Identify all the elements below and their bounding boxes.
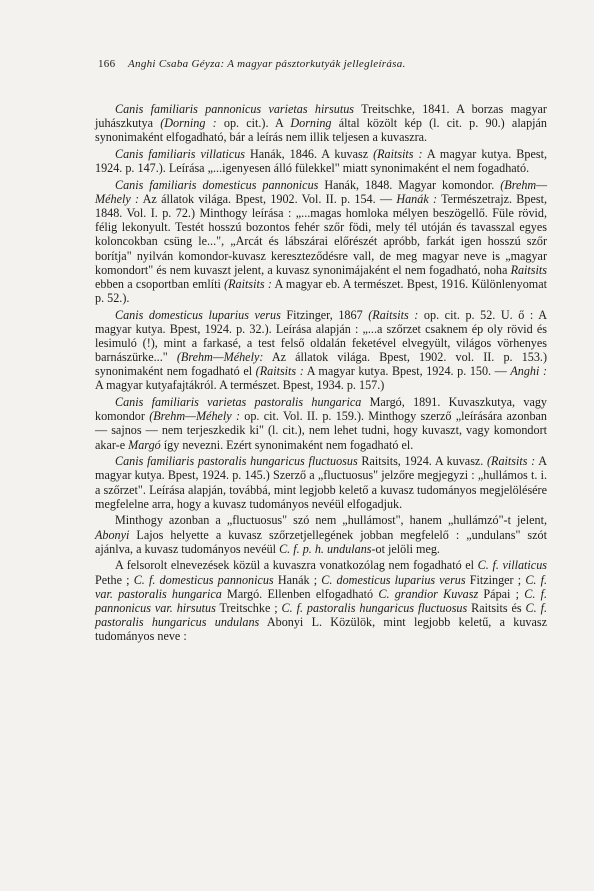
italic-text: Canis familiaris varietas pastoralis hungarica xyxy=(115,395,362,410)
italic-text: Margó xyxy=(128,437,161,452)
italic-text: C. domesticus luparius verus xyxy=(321,572,466,587)
text-run: Hanák, 1846. A kuvasz xyxy=(245,146,374,161)
italic-text: C. f. p. h. undulans xyxy=(279,541,372,556)
italic-text: C. f. var. pastoralis hungarica xyxy=(95,572,548,601)
text-run: Fitzinger ; xyxy=(465,572,526,587)
paragraph xyxy=(95,308,547,393)
italic-text: (Dorning : xyxy=(160,116,217,131)
italic-text: (Raitsits : xyxy=(255,364,304,379)
text-run: A felsorolt elnevezések közül a kuvaszra vonatkozólag nem fogadható el xyxy=(115,558,478,573)
italic-text: (Brehm—Méhely : xyxy=(149,409,240,424)
text-run: ebben a csoportban említi xyxy=(95,276,225,291)
text-run: Hanák, 1848. Magyar komondor. xyxy=(318,177,501,192)
italic-text: C. f. domesticus pannonicus xyxy=(133,572,274,587)
italic-text: Raitsits xyxy=(510,262,547,277)
text-run: Pethe ; xyxy=(95,572,134,587)
text-run: Hanák ; xyxy=(273,572,322,587)
text-run: Treitschke, 1841. A borzas magyar juhászkutya xyxy=(95,102,547,131)
body-text xyxy=(95,102,547,643)
paragraph xyxy=(95,513,547,555)
text-run: Az állatok világa. Bpest, 1902. vol. II. p. 153.) synonimaként nem fogadható el xyxy=(95,350,547,379)
text-run: A magyar kutya. Bpest, 1924. p. 150. — xyxy=(303,364,511,379)
text-run: Pápai ; xyxy=(478,586,525,601)
paragraph xyxy=(95,454,547,511)
text-run: A magyar kutyafajtákról. A természet. Bpest, 1934. p. 157.) xyxy=(95,378,385,393)
italic-text: C. f. villaticus xyxy=(477,558,547,573)
text-run: op. cit. p. 52. U. ő : A magyar kutya. Bpest, 1924. p. 32.). Leírása alapján : „...a szőrzet csaknem ép oly rövid és lesimuló (!), mint a farkasé, a test felső oldalán feketével elvegyült, világos vörhenyes barnászürke..." xyxy=(95,307,547,365)
paragraph xyxy=(95,395,547,452)
text-run: Természetrajz. Bpest, 1848. Vol. I. p. 72.) Minthogy leírása : „...magas homloka mélyen beszögellő. Füle rövid, félig lekonyult. Testét hosszú bozontos fehér szőr födi, mely tél utóján és tavasszal egyes koloncokban csüng le...", „Arcát és lábszárai előrészét apróbb, farkát igen hosszú szőr borítja" nyilván komondor-kuvasz kereszteződésre vall, de meg magyar neve is „magyar komondort" és nem kuvaszt jelent, a kuvasz synonimájaként el nem fogadható, noha xyxy=(95,191,547,277)
text-run: Raitsits, 1924. A kuvasz. xyxy=(357,454,488,469)
italic-text: Canis domesticus luparius verus xyxy=(115,307,281,322)
text-run: -ot jelöli meg. xyxy=(371,541,440,556)
text-run: Raitsits és xyxy=(467,600,526,615)
paragraph xyxy=(95,178,547,305)
paragraph xyxy=(95,147,547,175)
text-run: A magyar eb. A természet. Bpest, 1916. Különlenyomat p. 52.). xyxy=(95,276,547,306)
text-run: Margó, 1891. Kuvaszkutya, vagy komondor xyxy=(95,395,547,424)
italic-text: (Raitsits : xyxy=(224,276,272,291)
text-run: Minthogy azonban a „fluctuosus" szó nem „hullámost", hanem „hullámzó"-t jelent, xyxy=(115,513,547,528)
text-run: op. cit. Vol. II. p. 159.). Minthogy szerző „leírására azonban — sajnos — nem terjeszkedik ki" (l. cit.), nem lehet tudni, hogy kuvaszt, vagy komondort akar-e xyxy=(95,409,547,452)
italic-text: Dorning xyxy=(290,116,332,131)
text-run: Treitschke ; xyxy=(215,600,282,615)
italic-text: Canis familiaris pannonicus varietas hirsutus xyxy=(115,102,354,116)
text-run: Abonyi L. Közülök, mint legjobb keletű, a kuvasz tudományos neve : xyxy=(95,614,547,644)
text-run: A magyar kutya. Bpest, 1924. p. 147.). Leírása „...igenyesen álló fülekkel" miatt synonimaként el nem fogadható. xyxy=(95,146,547,176)
paragraph xyxy=(95,558,547,643)
text-run: op. cit.). A xyxy=(216,116,291,131)
text-run: Lajos helyette a kuvasz szőrzetjellegének jobban megfelelő : „undulans" szót ajánlva, a kuvasz tudományos nevéül xyxy=(95,527,547,556)
text-run: által közölt kép (l. cit. p. 90.) alapján synonimaként elfogadható, bár a leírás nem illik teljesen a kuvaszra. xyxy=(95,116,547,145)
italic-text: Anghi : xyxy=(510,364,548,379)
italic-text: Canis familiaris villaticus xyxy=(115,146,246,161)
italic-text: C. grandior Kuvasz xyxy=(378,586,479,601)
running-title: Anghi Csaba Géyza: A magyar pásztorkutyák jellegleírása. xyxy=(128,58,406,70)
italic-text: (Brehm—Méhely: xyxy=(176,350,264,365)
italic-text: (Raitsits : xyxy=(368,307,419,322)
paragraph xyxy=(95,102,547,144)
text-run: Fitzinger, 1867 xyxy=(280,307,369,322)
italic-text: (Raitsits : xyxy=(373,146,423,161)
italic-text: Hanák : xyxy=(396,191,438,206)
italic-text: C. f. pastoralis hungaricus fluctuosus xyxy=(281,600,468,615)
italic-text: (Brehm—Méhely : xyxy=(95,177,547,206)
italic-text: C. f. pannonicus var. hirsutus xyxy=(95,586,548,615)
italic-text: C. f. pastoralis hungaricus undulans xyxy=(95,600,547,629)
text-run: A magyar kutya. Bpest, 1924. p. 145.) Szerző a „fluctuosus" jelzőre megjegyzi : „hullámos t. i. a szőrzet". Leírása alapján, továbbá, mint legjobb kelető a kuvasz tudományos megjelölésére megfelelne arra, hogy a kuvasz tudományos nevéül elfogadjuk. xyxy=(95,454,547,511)
text-run: Az állatok világa. Bpest, 1902. Vol. II. p. 154. — xyxy=(139,191,397,206)
italic-text: Canis familiaris pastoralis hungaricus fluctuosus xyxy=(115,454,358,469)
italic-text: Canis familiaris domesticus pannonicus xyxy=(115,177,319,192)
italic-text: (Raitsits : xyxy=(487,454,536,469)
page-number: 166 xyxy=(98,58,116,70)
italic-text: Abonyi xyxy=(95,527,130,542)
text-run: így nevezni. Ezért synonimaként nem fogadható el. xyxy=(160,437,414,452)
text-run: Margó. Ellenben elfogadható xyxy=(221,586,379,601)
